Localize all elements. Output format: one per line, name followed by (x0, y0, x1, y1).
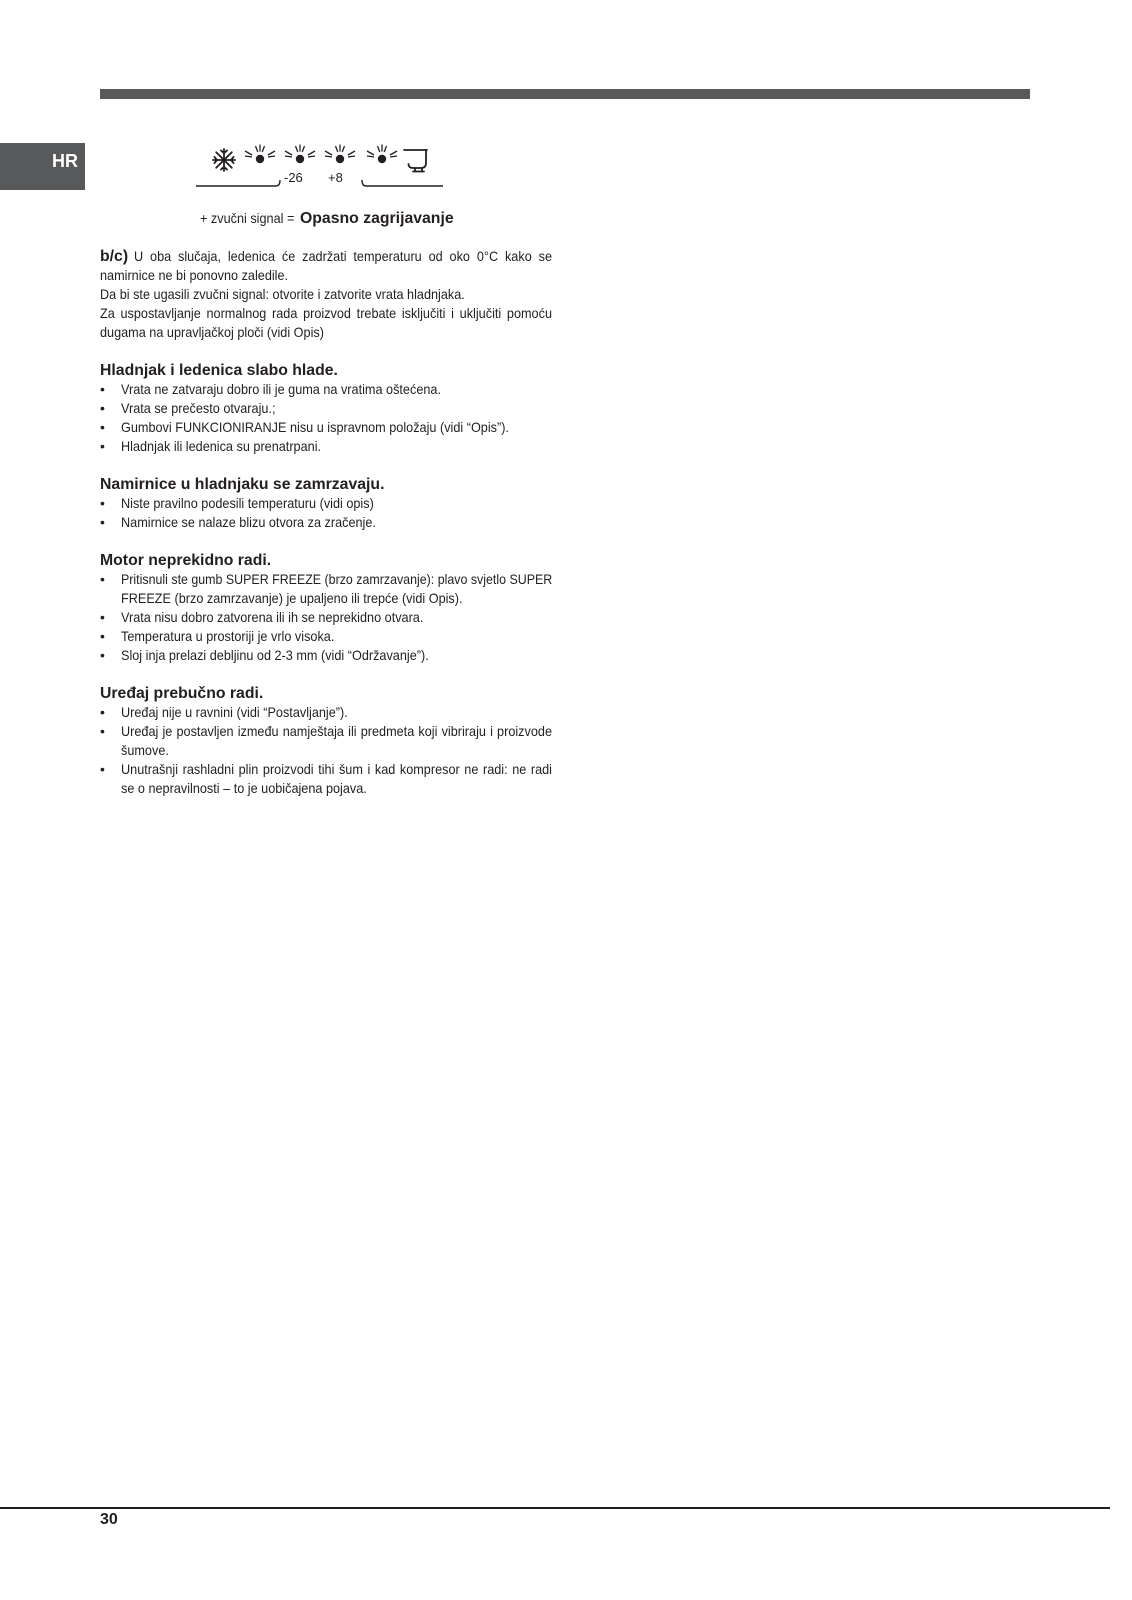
bullet-marker: • (100, 419, 105, 435)
bullet-marker: • (100, 628, 105, 644)
list-item-text: Unutrašnji rashladni plin proizvodi tihi šum i kad kompresor ne radi: ne radi (121, 761, 552, 777)
bullet-marker: • (100, 723, 105, 739)
paragraph-line (100, 323, 552, 342)
scale-bracket-left (196, 180, 280, 186)
page-number: 30 (100, 1511, 118, 1528)
list-item-text: Hladnjak ili ledenica su prenatrpani. (121, 438, 322, 454)
paragraph-line (100, 285, 552, 304)
list-item-line (100, 760, 552, 779)
list-item-text: šumove. (121, 742, 169, 758)
bullet-marker: • (100, 704, 105, 720)
footer-rule (0, 1507, 1110, 1509)
caption-prefix: + zvučni signal = (200, 210, 295, 226)
list-item-line (100, 589, 552, 608)
list-item (100, 646, 552, 665)
list-item-line (100, 570, 552, 589)
scale-min-label: -26 (284, 170, 303, 185)
list-item (100, 380, 552, 399)
list-item-text: Sloj inja prelazi debljinu od 2-3 mm (vidi “Održavanje”). (121, 647, 429, 663)
list-item-text: Gumbovi FUNKCIONIRANJE nisu u ispravnom položaju (vidi “Opis”). (121, 419, 509, 435)
diagram-caption (200, 209, 600, 228)
list-item-text: FREEZE (brzo zamrzavanje) je upaljeno ili trepće (vidi Opis). (121, 590, 463, 606)
list-item-text: Niste pravilno podesili temperaturu (vidi opis) (121, 495, 374, 511)
troubleshooting-section (100, 361, 552, 456)
list-item-text: Vrata se prečesto otvaraju.; (121, 400, 276, 416)
bullet-marker: • (100, 761, 105, 777)
list-item-text: Namirnice se nalaze blizu otvora za zračenje. (121, 514, 376, 530)
section-heading: Motor neprekidno radi. (100, 552, 272, 569)
led-blinking-icon (325, 145, 355, 164)
section-heading: Hladnjak i ledenica slabo hlade. (100, 362, 338, 379)
indicator-panel-diagram (190, 138, 455, 194)
intro-paragraph (100, 285, 552, 304)
list-item-text: Uređaj nije u ravnini (vidi “Postavljanje”). (121, 704, 348, 720)
list-item-line (100, 741, 552, 760)
troubleshooting-section (100, 475, 552, 532)
alarm-basin-icon (404, 150, 427, 172)
bullet-marker: • (100, 495, 105, 511)
paragraph-line (100, 247, 552, 266)
led-blinking-icon (245, 145, 275, 164)
paragraph-line-text: Za uspostavljanje normalnog rada proizvod trebate isključiti i uključiti pomoću (100, 305, 552, 321)
bullet-marker: • (100, 381, 105, 397)
list-item (100, 418, 552, 437)
paragraph-line (100, 304, 552, 323)
list-item-line (100, 779, 552, 798)
led-blinking-icon (285, 145, 315, 164)
bullet-marker: • (100, 438, 105, 454)
bullet-marker: • (100, 571, 105, 587)
language-tab: HR (0, 143, 85, 190)
list-item (100, 722, 552, 760)
list-item (100, 513, 552, 532)
section-heading: Uređaj prebučno radi. (100, 685, 264, 702)
text-column (100, 247, 552, 798)
paragraph-line-text: dugama na upravljačkoj ploči (vidi Opis) (100, 324, 324, 340)
list-item-text: Vrata nisu dobro zatvorena ili ih se neprekidno otvara. (121, 609, 424, 625)
led-blinking-icon (367, 145, 397, 164)
snowflake-icon (213, 149, 235, 171)
troubleshooting-section (100, 551, 552, 665)
scale-bracket-right (362, 180, 443, 186)
paragraph-line-text: Da bi ste ugasili zvučni signal: otvorite i zatvorite vrata hladnjaka. (100, 286, 465, 302)
list-item-text: Temperatura u prostoriji je vrlo visoka. (121, 628, 335, 644)
list-item (100, 437, 552, 456)
list-item-text: se o nepravilnosti – to je uobičajena pojava. (121, 780, 367, 796)
list-item-text: Pritisnuli ste gumb SUPER FREEZE (brzo zamrzavanje): plavo svjetlo SUPER (121, 571, 553, 587)
list-item (100, 570, 552, 608)
header-bar (100, 89, 1030, 99)
list-item (100, 760, 552, 798)
case-label: b/c) (100, 248, 129, 265)
scale-max-label: +8 (328, 170, 343, 185)
intro-paragraph (100, 304, 552, 342)
list-item (100, 627, 552, 646)
bullet-marker: • (100, 400, 105, 416)
paragraph-line-text: namirnice ne bi ponovno zaledile. (100, 267, 289, 283)
paragraph-line-text: U oba slučaja, ledenica će zadržati temperaturu od oko 0°C kako se (134, 248, 552, 264)
list-item (100, 703, 552, 722)
paragraph-line (100, 266, 552, 285)
list-item-line (100, 722, 552, 741)
list-item (100, 494, 552, 513)
list-item-text: Uređaj je postavljen između namještaja ili predmeta koji vibriraju i proizvode (121, 723, 552, 739)
bullet-marker: • (100, 647, 105, 663)
list-item-text: Vrata ne zatvaraju dobro ili je guma na vratima oštećena. (121, 381, 441, 397)
caption-emphasis: Opasno zagrijavanje (300, 210, 454, 227)
list-item (100, 608, 552, 627)
intro-paragraph (100, 247, 552, 285)
bullet-marker: • (100, 609, 105, 625)
list-item (100, 399, 552, 418)
troubleshooting-section (100, 684, 552, 798)
bullet-marker: • (100, 514, 105, 530)
section-heading: Namirnice u hladnjaku se zamrzavaju. (100, 476, 385, 493)
